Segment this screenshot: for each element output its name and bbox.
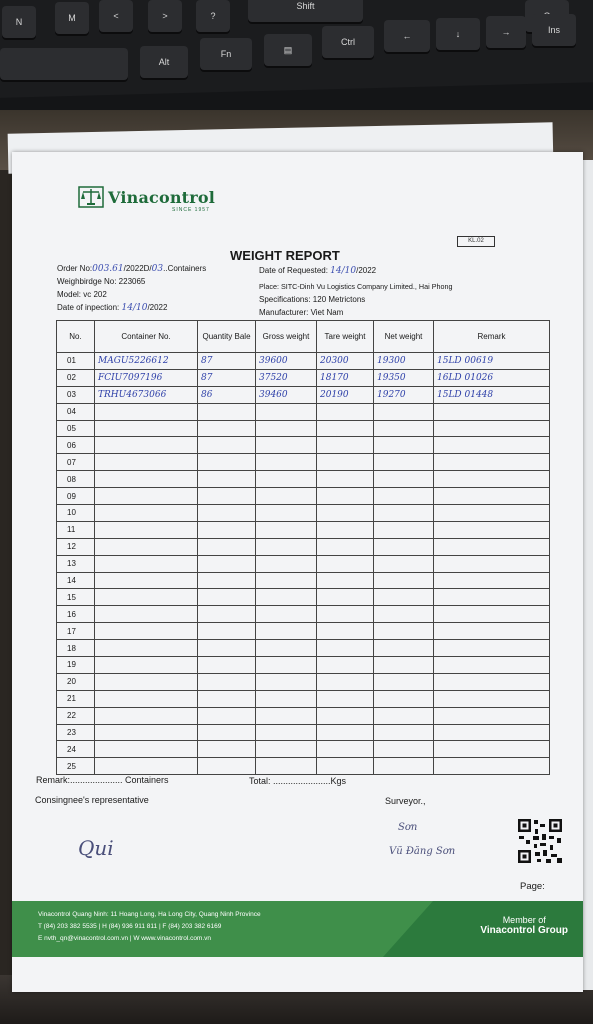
cell-quantity-bale xyxy=(198,741,256,758)
cell-tare-weight xyxy=(317,690,374,707)
cell-tare-weight xyxy=(317,606,374,623)
cell-row-number: 21 xyxy=(57,690,95,707)
footer-band xyxy=(12,901,583,957)
cell-net-weight xyxy=(374,538,434,555)
manufacturer: Manufacturer: Viet Nam xyxy=(259,308,344,317)
cell-tare-weight xyxy=(317,471,374,488)
cell-gross-weight xyxy=(256,454,317,471)
cell-container-number xyxy=(95,707,198,724)
key-right-arrow: → xyxy=(486,16,526,48)
inspection-date xyxy=(57,303,167,313)
cell-gross-weight xyxy=(256,640,317,657)
cell-net-weight xyxy=(374,690,434,707)
group-name: Vinacontrol Group xyxy=(480,925,568,936)
cell-quantity-bale xyxy=(198,589,256,606)
cell-gross-weight xyxy=(256,572,317,589)
cell-net-weight xyxy=(374,403,434,420)
cell-tare-weight xyxy=(317,572,374,589)
col-header-remark: Remark xyxy=(434,321,550,353)
cell-remark xyxy=(434,420,550,437)
cell-row-number: 08 xyxy=(57,471,95,488)
cell-row-number: 22 xyxy=(57,707,95,724)
consignee-signature: Qui xyxy=(78,836,114,860)
cell-tare-weight xyxy=(317,623,374,640)
specifications: Specifications: 120 Metrictons xyxy=(259,295,366,304)
table-row xyxy=(57,724,550,741)
inspection-year: /2022 xyxy=(147,303,168,312)
logo-since: SINCE 1957 xyxy=(172,207,210,213)
table-row xyxy=(57,505,550,522)
cell-tare-weight xyxy=(317,403,374,420)
cell-container-number xyxy=(95,606,198,623)
cell-remark xyxy=(434,454,550,471)
cell-quantity-bale xyxy=(198,690,256,707)
cell-row-number: 25 xyxy=(57,758,95,775)
cell-tare-weight xyxy=(317,589,374,606)
table-row xyxy=(57,353,550,370)
cell-tare-weight xyxy=(317,707,374,724)
cell-row-number: 14 xyxy=(57,572,95,589)
cell-tare-weight: 20190 xyxy=(317,386,374,403)
cell-gross-weight: 39600 xyxy=(256,353,317,370)
cell-net-weight: 19350 xyxy=(374,369,434,386)
cell-row-number: 17 xyxy=(57,623,95,640)
cell-net-weight xyxy=(374,420,434,437)
cell-row-number: 23 xyxy=(57,724,95,741)
cell-net-weight xyxy=(374,758,434,775)
cell-gross-weight: 37520 xyxy=(256,369,317,386)
qr-code-icon xyxy=(517,818,563,864)
cell-tare-weight xyxy=(317,673,374,690)
cell-gross-weight xyxy=(256,555,317,572)
key-left-arrow: ← xyxy=(384,20,430,52)
cell-net-weight xyxy=(374,437,434,454)
key-question: ? xyxy=(196,0,230,32)
table-row xyxy=(57,707,550,724)
inspection-label: Date of inpection: xyxy=(57,303,120,312)
cell-remark xyxy=(434,724,550,741)
cell-container-number xyxy=(95,538,198,555)
table-row xyxy=(57,690,550,707)
cell-row-number: 24 xyxy=(57,741,95,758)
cell-quantity-bale xyxy=(198,538,256,555)
cell-net-weight xyxy=(374,623,434,640)
cell-row-number: 02 xyxy=(57,369,95,386)
branch-email-web: E nvth_qn@vinacontrol.com.vn | W www.vinacontrol.com.vn xyxy=(38,935,212,942)
cell-gross-weight xyxy=(256,623,317,640)
cell-remark xyxy=(434,437,550,454)
cell-net-weight xyxy=(374,707,434,724)
cell-row-number: 15 xyxy=(57,589,95,606)
cell-net-weight xyxy=(374,488,434,505)
cell-remark xyxy=(434,606,550,623)
cell-net-weight xyxy=(374,471,434,488)
requested-label: Date of Requested: xyxy=(259,266,328,275)
cell-container-number xyxy=(95,521,198,538)
col-header-tare: Tare weight xyxy=(317,321,374,353)
cell-quantity-bale xyxy=(198,623,256,640)
cell-tare-weight xyxy=(317,741,374,758)
order-mid: /2022D/ xyxy=(123,264,152,273)
branch-address: Vinacontrol Quang Ninh: 11 Hoang Long, Ha Long City, Quang Ninh Province xyxy=(38,911,261,918)
table-row xyxy=(57,623,550,640)
cell-net-weight xyxy=(374,741,434,758)
consignee-representative: Consingnee's representative xyxy=(35,795,149,805)
table-row xyxy=(57,555,550,572)
cell-gross-weight xyxy=(256,403,317,420)
cell-gross-weight xyxy=(256,437,317,454)
cell-container-number xyxy=(95,505,198,522)
cell-remark xyxy=(434,690,550,707)
requested-date xyxy=(259,266,376,276)
cell-remark: 15LD 01448 xyxy=(434,386,550,403)
cell-remark xyxy=(434,741,550,758)
cell-remark: 16LD 01026 xyxy=(434,369,550,386)
cell-gross-weight xyxy=(256,488,317,505)
scales-logo-icon xyxy=(78,186,104,208)
cell-container-number xyxy=(95,572,198,589)
cell-tare-weight xyxy=(317,758,374,775)
cell-net-weight xyxy=(374,454,434,471)
table-row xyxy=(57,403,550,420)
cell-quantity-bale xyxy=(198,471,256,488)
key-m: M xyxy=(55,2,89,34)
cell-remark xyxy=(434,673,550,690)
key-down-arrow: ↓ xyxy=(436,18,480,50)
cell-gross-weight xyxy=(256,657,317,674)
cell-tare-weight xyxy=(317,505,374,522)
cell-gross-weight xyxy=(256,420,317,437)
cell-container-number xyxy=(95,758,198,775)
requested-handwritten: 14/10 xyxy=(330,266,357,276)
page-label: Page: xyxy=(520,881,545,892)
cell-container-number xyxy=(95,437,198,454)
cell-row-number: 03 xyxy=(57,386,95,403)
cell-container-number: MAGU5226612 xyxy=(95,353,198,370)
cell-gross-weight xyxy=(256,724,317,741)
surveyor-label: Surveyor., xyxy=(385,796,426,806)
cell-container-number xyxy=(95,657,198,674)
cell-net-weight xyxy=(374,505,434,522)
cell-container-number xyxy=(95,471,198,488)
cell-row-number: 20 xyxy=(57,673,95,690)
key-gt: > xyxy=(148,0,182,32)
cell-tare-weight xyxy=(317,555,374,572)
cell-row-number: 07 xyxy=(57,454,95,471)
col-header-quantity: Quantity Bale xyxy=(198,321,256,353)
cell-quantity-bale xyxy=(198,437,256,454)
cell-container-number xyxy=(95,420,198,437)
col-header-gross: Gross weight xyxy=(256,321,317,353)
cell-net-weight xyxy=(374,640,434,657)
cell-remark xyxy=(434,589,550,606)
table-row xyxy=(57,471,550,488)
model: Model: vc 202 xyxy=(57,290,107,299)
cell-container-number: TRHU4673066 xyxy=(95,386,198,403)
branch-phones: T (84) 203 382 5535 | H (84) 936 911 811 | F (84) 203 382 6169 xyxy=(38,923,222,930)
cell-remark xyxy=(434,555,550,572)
cell-tare-weight xyxy=(317,657,374,674)
key-blank-1 xyxy=(0,48,128,80)
cell-remark xyxy=(434,488,550,505)
cell-quantity-bale xyxy=(198,521,256,538)
cell-container-number xyxy=(95,454,198,471)
cell-remark xyxy=(434,403,550,420)
cell-net-weight xyxy=(374,657,434,674)
cell-quantity-bale: 87 xyxy=(198,353,256,370)
cell-remark: 15LD 00619 xyxy=(434,353,550,370)
cell-quantity-bale xyxy=(198,640,256,657)
cell-row-number: 10 xyxy=(57,505,95,522)
cell-quantity-bale xyxy=(198,403,256,420)
cell-gross-weight xyxy=(256,673,317,690)
cell-container-number xyxy=(95,403,198,420)
cell-net-weight xyxy=(374,555,434,572)
cell-remark xyxy=(434,505,550,522)
cell-quantity-bale xyxy=(198,454,256,471)
cell-remark xyxy=(434,623,550,640)
table-row xyxy=(57,758,550,775)
table-row xyxy=(57,589,550,606)
table-row xyxy=(57,437,550,454)
order-suffix: Containers xyxy=(167,264,207,273)
cell-row-number: 06 xyxy=(57,437,95,454)
cell-container-number xyxy=(95,589,198,606)
cell-gross-weight xyxy=(256,690,317,707)
cell-quantity-bale xyxy=(198,758,256,775)
cell-tare-weight xyxy=(317,488,374,505)
table-row xyxy=(57,454,550,471)
cell-quantity-bale xyxy=(198,724,256,741)
col-header-container: Container No. xyxy=(95,321,198,353)
cell-quantity-bale xyxy=(198,707,256,724)
cell-net-weight: 19270 xyxy=(374,386,434,403)
logo-wordmark: Vinacontrol xyxy=(108,187,216,207)
cell-gross-weight: 39460 xyxy=(256,386,317,403)
cell-row-number: 19 xyxy=(57,657,95,674)
cell-gross-weight xyxy=(256,741,317,758)
key-ctrl: Ctrl xyxy=(322,26,374,58)
cell-net-weight xyxy=(374,724,434,741)
cell-row-number: 05 xyxy=(57,420,95,437)
cell-container-number xyxy=(95,623,198,640)
requested-year: /2022 xyxy=(356,266,377,275)
cell-quantity-bale: 87 xyxy=(198,369,256,386)
table-row xyxy=(57,488,550,505)
form-code-box: KL.02 xyxy=(457,236,495,247)
cell-quantity-bale: 86 xyxy=(198,386,256,403)
table-row xyxy=(57,673,550,690)
cell-quantity-bale xyxy=(198,555,256,572)
cell-tare-weight xyxy=(317,454,374,471)
table-row xyxy=(57,657,550,674)
cell-remark xyxy=(434,538,550,555)
total-kgs-line: Total: .......................Kgs xyxy=(249,776,347,786)
key-shift: Shift xyxy=(248,0,363,22)
cell-gross-weight xyxy=(256,521,317,538)
order-label: Order No: xyxy=(57,264,93,273)
cell-quantity-bale xyxy=(198,673,256,690)
cell-tare-weight: 18170 xyxy=(317,369,374,386)
col-header-no: No. xyxy=(57,321,95,353)
cell-row-number: 18 xyxy=(57,640,95,657)
cell-container-number xyxy=(95,640,198,657)
table-row xyxy=(57,741,550,758)
col-header-net: Net weight xyxy=(374,321,434,353)
cell-quantity-bale xyxy=(198,606,256,623)
member-of-label: Member of xyxy=(502,915,546,925)
cell-row-number: 16 xyxy=(57,606,95,623)
cell-remark xyxy=(434,707,550,724)
cell-tare-weight: 20300 xyxy=(317,353,374,370)
cell-remark xyxy=(434,657,550,674)
cell-gross-weight xyxy=(256,707,317,724)
cell-container-number: FCIU7097196 xyxy=(95,369,198,386)
cell-gross-weight xyxy=(256,505,317,522)
cell-quantity-bale xyxy=(198,420,256,437)
cell-net-weight xyxy=(374,606,434,623)
surveyor-signature: Vũ Đăng Sơn xyxy=(389,846,456,857)
table-header-row xyxy=(57,321,550,353)
cell-tare-weight xyxy=(317,521,374,538)
cell-container-number xyxy=(95,724,198,741)
remark-containers-line: Remark:..................... Containers xyxy=(36,775,169,785)
table-row xyxy=(57,538,550,555)
cell-net-weight xyxy=(374,673,434,690)
order-handwritten: 003.61 xyxy=(92,264,124,274)
cell-container-number xyxy=(95,741,198,758)
cell-gross-weight xyxy=(256,471,317,488)
order-handwritten-2: 03 xyxy=(151,264,164,274)
place: Place: SITC-Dinh Vu Logistics Company Limited., Hai Phong xyxy=(259,282,453,291)
key-lt: < xyxy=(99,0,133,32)
cell-remark xyxy=(434,758,550,775)
cell-gross-weight xyxy=(256,758,317,775)
cell-container-number xyxy=(95,690,198,707)
table-row xyxy=(57,640,550,657)
weight-table xyxy=(56,320,550,775)
cell-net-weight xyxy=(374,572,434,589)
key-fn: Fn xyxy=(200,38,252,70)
table-row xyxy=(57,521,550,538)
cell-tare-weight xyxy=(317,437,374,454)
cell-container-number xyxy=(95,488,198,505)
table-row xyxy=(57,386,550,403)
cell-remark xyxy=(434,572,550,589)
cell-row-number: 11 xyxy=(57,521,95,538)
table-row xyxy=(57,420,550,437)
cell-tare-weight xyxy=(317,538,374,555)
cell-row-number: 13 xyxy=(57,555,95,572)
cell-net-weight: 19300 xyxy=(374,353,434,370)
table-row xyxy=(57,369,550,386)
cell-quantity-bale xyxy=(198,505,256,522)
cell-row-number: 09 xyxy=(57,488,95,505)
member-of-group xyxy=(480,915,568,936)
key-alt: Alt xyxy=(140,46,188,78)
order-number: Order No:003.61/2022D/03..Containers xyxy=(57,264,207,274)
cell-container-number xyxy=(95,555,198,572)
cell-remark xyxy=(434,640,550,657)
table-row xyxy=(57,572,550,589)
cell-container-number xyxy=(95,673,198,690)
key-ins: Ins xyxy=(532,14,576,46)
key-menu: ▤ xyxy=(264,34,312,66)
cell-remark xyxy=(434,471,550,488)
cell-tare-weight xyxy=(317,640,374,657)
cell-row-number: 01 xyxy=(57,353,95,370)
cell-quantity-bale xyxy=(198,657,256,674)
cell-tare-weight xyxy=(317,724,374,741)
report-title: WEIGHT REPORT xyxy=(230,248,340,263)
cell-net-weight xyxy=(374,589,434,606)
weighbridge-number: Weighbirdge No: 223065 xyxy=(57,277,146,286)
cell-net-weight xyxy=(374,521,434,538)
cell-gross-weight xyxy=(256,589,317,606)
vinacontrol-logo xyxy=(78,186,216,213)
surveyor-signature-top: Sơn xyxy=(398,822,418,833)
cell-row-number: 04 xyxy=(57,403,95,420)
table-row xyxy=(57,606,550,623)
cell-gross-weight xyxy=(256,538,317,555)
inspection-handwritten: 14/10 xyxy=(121,303,148,313)
cell-quantity-bale xyxy=(198,488,256,505)
cell-gross-weight xyxy=(256,606,317,623)
cell-quantity-bale xyxy=(198,572,256,589)
cell-tare-weight xyxy=(317,420,374,437)
key-n: N xyxy=(2,6,36,38)
cell-row-number: 12 xyxy=(57,538,95,555)
cell-remark xyxy=(434,521,550,538)
